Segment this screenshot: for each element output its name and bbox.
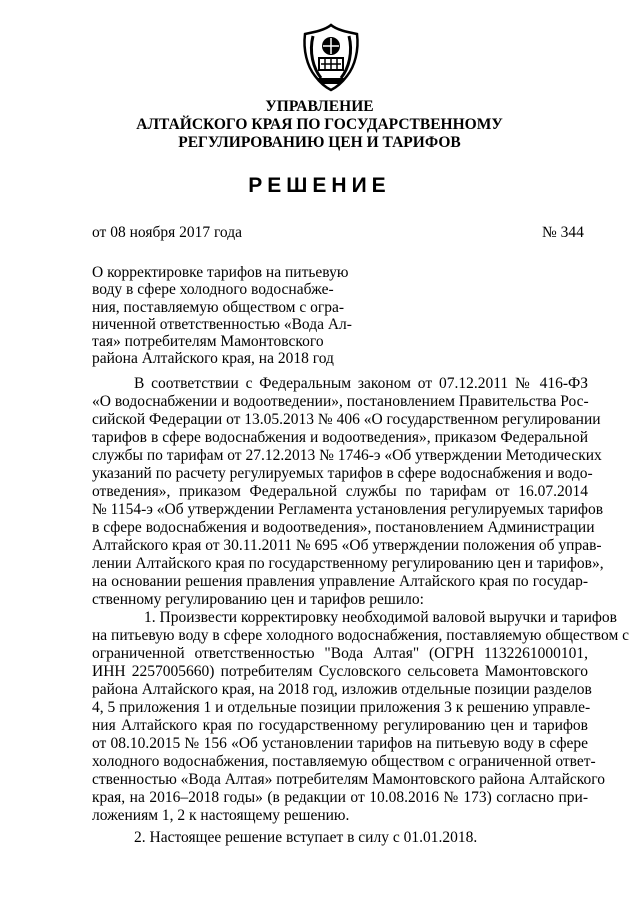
body-line: тарифов в сфере водоснабжения и водоотведения», приказом Федеральной <box>92 429 588 446</box>
body-line: отведения», приказом Федеральной службы по тарифам от 16.07.2014 <box>92 483 588 500</box>
subject-line: О корректировке тарифов на питьевую <box>92 264 349 281</box>
document-date: от 08 ноября 2017 года <box>92 224 243 241</box>
body-line: ограниченной ответственностью "Вода Алтая" (ОГРН 1132261000101, <box>92 645 588 662</box>
subject-line: тая» потребителям Мамонтовского <box>92 333 324 351</box>
body-line: ственному регулированию цен и тарифов решило: <box>92 591 424 608</box>
body-line: указаний по расчету регулируемых тарифов в сфере водоснабжения и водо- <box>92 465 593 482</box>
body-line: № 1154-э «Об утверждении Регламента установления регулируемых тарифов <box>92 501 604 518</box>
body-line: ложениям 1, 2 к настоящему решению. <box>92 807 350 824</box>
body-line: ния Алтайского края по государственному регулированию цен и тарифов <box>92 717 588 734</box>
org-name-line-1: УПРАВЛЕНИЕ <box>265 98 374 115</box>
document-subject <box>92 264 364 368</box>
subject-line: района Алтайского края, на 2018 год <box>92 350 334 368</box>
body-line: лении Алтайского края по государственному регулированию цен и тарифов», <box>92 555 604 572</box>
body-line: ИНН 2257005660) потребителям Сусловского сельсовета Мамонтовского <box>92 663 588 680</box>
coat-of-arms-icon <box>299 22 363 94</box>
body-line: края, на 2016–2018 годы» (в редакции от 10.08.2016 № 173) согласно при- <box>92 789 588 806</box>
body-line: 1. Произвести корректировку необходимой валовой выручки и тарифов <box>144 609 617 626</box>
org-name-line-3: РЕГУЛИРОВАНИЮ ЦЕН И ТАРИФОВ <box>178 134 461 151</box>
body-line: 2. Настоящее решение вступает в силу с 01.01.2018. <box>134 829 478 846</box>
subject-line: ния, поставляемую обществом с огра- <box>92 298 344 316</box>
body-line: В соответствии с Федеральным законом от 07.12.2011 № 416-ФЗ <box>134 375 588 392</box>
body-line: службы по тарифам от 27.12.2013 № 1746-э «Об утверждении Методических <box>92 447 602 464</box>
body-line: сийской Федерации от 13.05.2013 № 406 «О государственном регулировании <box>92 411 601 428</box>
document-title: РЕШЕНИЕ <box>248 174 391 197</box>
org-name-line-2: АЛТАЙСКОГО КРАЯ ПО ГОСУДАРСТВЕННОМУ <box>136 116 503 133</box>
body-line: 4, 5 приложения 1 и отдельные позиции приложения 3 к решению управле- <box>92 699 591 716</box>
body-line: от 08.10.2015 № 156 «Об установлении тарифов на питьевую воду в сфере <box>92 735 588 752</box>
body-line: ственностью «Вода Алтая» потребителям Мамонтовского района Алтайского <box>92 771 605 788</box>
body-line: на питьевую воду в сфере холодного водоснабжения, поставляемую обществом с <box>92 627 630 644</box>
subject-line: ниченной ответственностью «Вода Ал- <box>92 315 352 333</box>
body-line: «О водоснабжении и водоотведении», постановлением Правительства Рос- <box>92 393 589 410</box>
body-line: района Алтайского края, на 2018 год, изложив отдельные позиции разделов <box>92 681 592 698</box>
body-line: холодного водоснабжения, поставляемую обществом с ограниченной ответ- <box>92 753 596 770</box>
document-number: № 344 <box>542 224 584 241</box>
body-line: на основании решения правления управление Алтайского края по государ- <box>92 573 588 590</box>
body-line: в сфере водоснабжения и водоотведения», постановлением Администрации <box>92 519 595 536</box>
subject-line: воду в сфере холодного водоснабже- <box>92 281 334 299</box>
body-line: Алтайского края от 30.11.2011 № 695 «Об утверждении положения об управ- <box>92 537 602 554</box>
